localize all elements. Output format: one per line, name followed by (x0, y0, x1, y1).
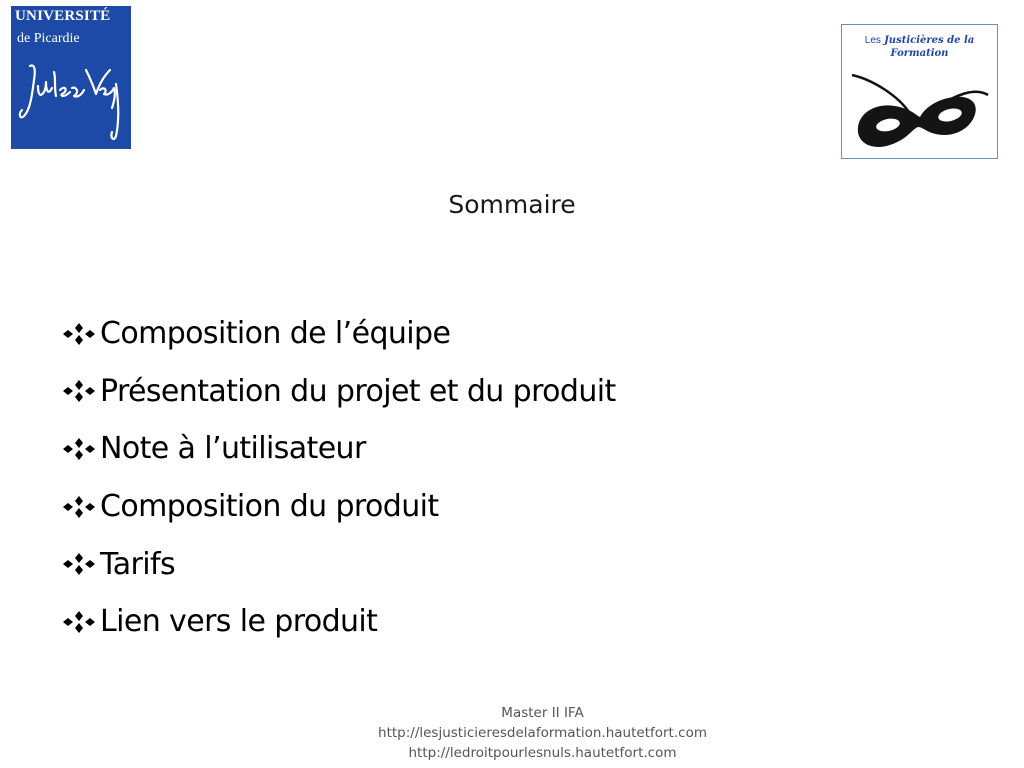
slide-title: Sommaire (448, 190, 576, 219)
agenda-item (62, 420, 616, 478)
four-diamond-bullet-icon (62, 437, 96, 461)
justicieres-logo-name-line2: Formation (890, 48, 949, 59)
four-diamond-bullet-icon (62, 495, 96, 519)
university-logo-subtitle: de Picardie (17, 31, 80, 46)
mask-icon (850, 65, 990, 155)
justicieres-logo-name-line1: Justicières de la (884, 35, 975, 46)
agenda-item-label: Présentation du projet et du produit (100, 373, 616, 409)
slide-footer (0, 703, 1024, 763)
four-diamond-bullet-icon (62, 552, 96, 576)
justicieres-logo-caption (842, 34, 997, 60)
agenda-list (62, 305, 616, 651)
four-diamond-bullet-icon (62, 379, 96, 403)
agenda-item (62, 478, 616, 536)
four-diamond-bullet-icon (62, 610, 96, 634)
university-logo (11, 6, 131, 149)
agenda-item-label: Tarifs (100, 546, 176, 582)
jules-verne-signature-icon (16, 58, 128, 144)
justicieres-logo (841, 24, 998, 159)
agenda-item-label: Lien vers le produit (100, 604, 378, 640)
agenda-item (62, 363, 616, 421)
university-logo-title: UNIVERSITÉ (15, 8, 111, 24)
justicieres-logo-prefix: Les (864, 35, 881, 46)
footer-program: Master II IFA (501, 705, 584, 721)
agenda-item-label: Note à l’utilisateur (100, 431, 366, 467)
agenda-item-label: Composition du produit (100, 489, 439, 525)
footer-link-droit: http://ledroitpourlesnuls.hautetfort.com (408, 745, 677, 761)
agenda-item (62, 535, 616, 593)
agenda-item (62, 305, 616, 363)
agenda-item (62, 593, 616, 651)
agenda-item-label: Composition de l’équipe (100, 316, 451, 352)
four-diamond-bullet-icon (62, 322, 96, 346)
footer-link-justicieres: http://lesjusticieresdelaformation.hautetfort.com (378, 725, 707, 741)
